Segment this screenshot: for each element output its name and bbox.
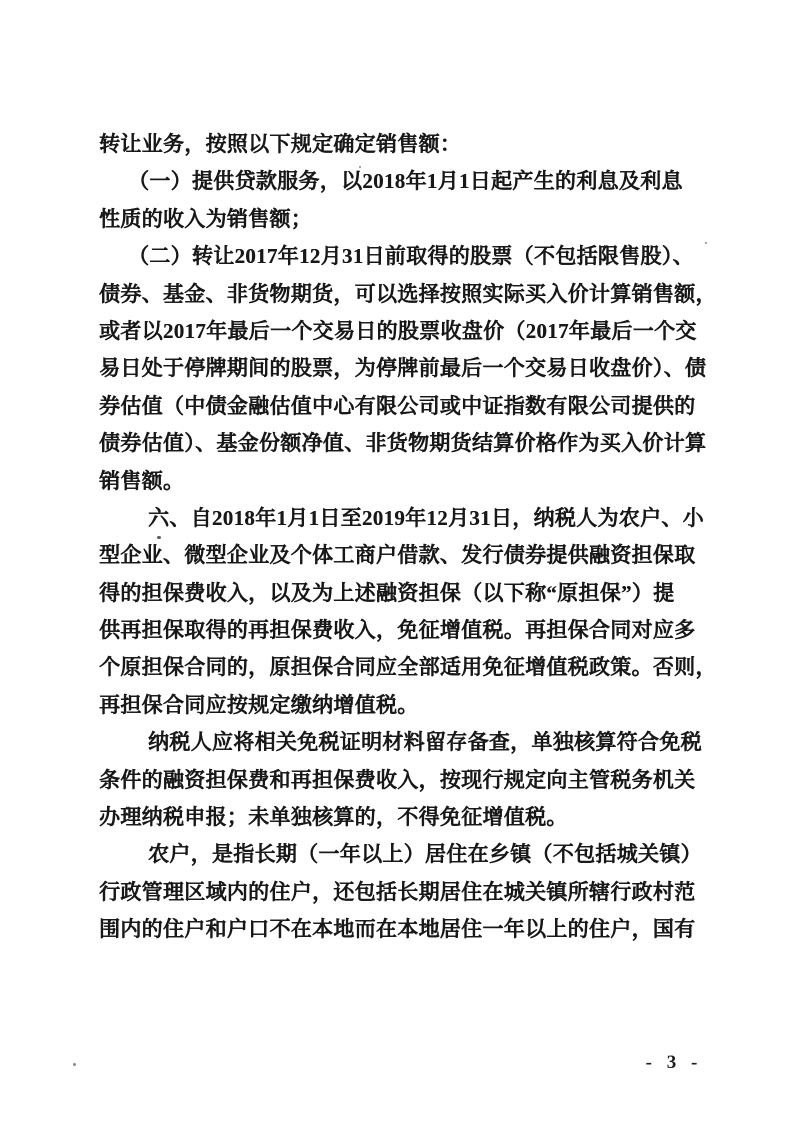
text-line: 性质的收入为销售额； [99,206,312,231]
text-line: 券估值（中债金融估值中心有限公司或中证指数有限公司提供的 [99,393,696,418]
text-line: 易日处于停牌期间的股票，为停牌前最后一个交易日收盘价）、债 [99,356,707,381]
text-line: 围内的住户和户口不在本地而在本地居住一年以上的住户，国有 [99,917,696,942]
scan-speck [359,166,361,168]
text-line: 得的担保费收入，以及为上述融资担保（以下称“原担保”）提 [99,580,675,605]
scan-speck [705,242,707,244]
text-line: 条件的融资担保费和再担保费收入，按现行规定向主管税务机关 [99,767,696,792]
text-line: 六、自2018年1月1日至2019年12月31日，纳税人为农户、小 [148,505,704,530]
text-line: 行政管理区域内的住户，还包括长期居住在城关镇所辖行政村范 [99,879,696,904]
text-line: （一）提供贷款服务，以2018年1月1日起产生的利息及利息 [128,169,683,194]
document-body [99,126,723,949]
page-number: - 3 - [645,1052,703,1073]
text-line: 型企业、微型企业及个体工商户借款、发行债券提供融资担保取 [99,543,696,568]
text-line: （二）转让2017年12月31日前取得的股票（不包括限售股）、 [128,244,694,269]
text-line: 转让业务，按照以下规定确定销售额： [99,132,462,156]
text-line: 债券估值）、基金份额净值、非货物期货结算价格作为买入价计算 [99,431,707,456]
text-line: 办理纳税申报；未单独核算的，不得免征增值税。 [99,805,568,830]
text-line: 再担保合同应按规定缴纳增值税。 [99,692,419,717]
text-line: 纳税人应将相关免税证明材料留存备查，单独核算符合免税 [148,730,702,755]
scan-speck [157,536,161,539]
text-line: 个原担保合同的，原担保合同应全部适用免征增值税政策。否则， [99,655,717,680]
text-line: 债券、基金、非货物期货，可以选择按照实际买入价计算销售额， [99,281,717,306]
text-line: 农户，是指长期（一年以上）居住在乡镇（不包括城关镇） [148,842,702,867]
text-line: 销售额。 [99,468,185,493]
scan-speck [73,1063,76,1066]
text-line: 或者以2017年最后一个交易日的股票收盘价（2017年最后一个交 [99,318,697,343]
text-line: 供再担保取得的再担保费收入，免征增值税。再担保合同对应多 [99,618,696,643]
